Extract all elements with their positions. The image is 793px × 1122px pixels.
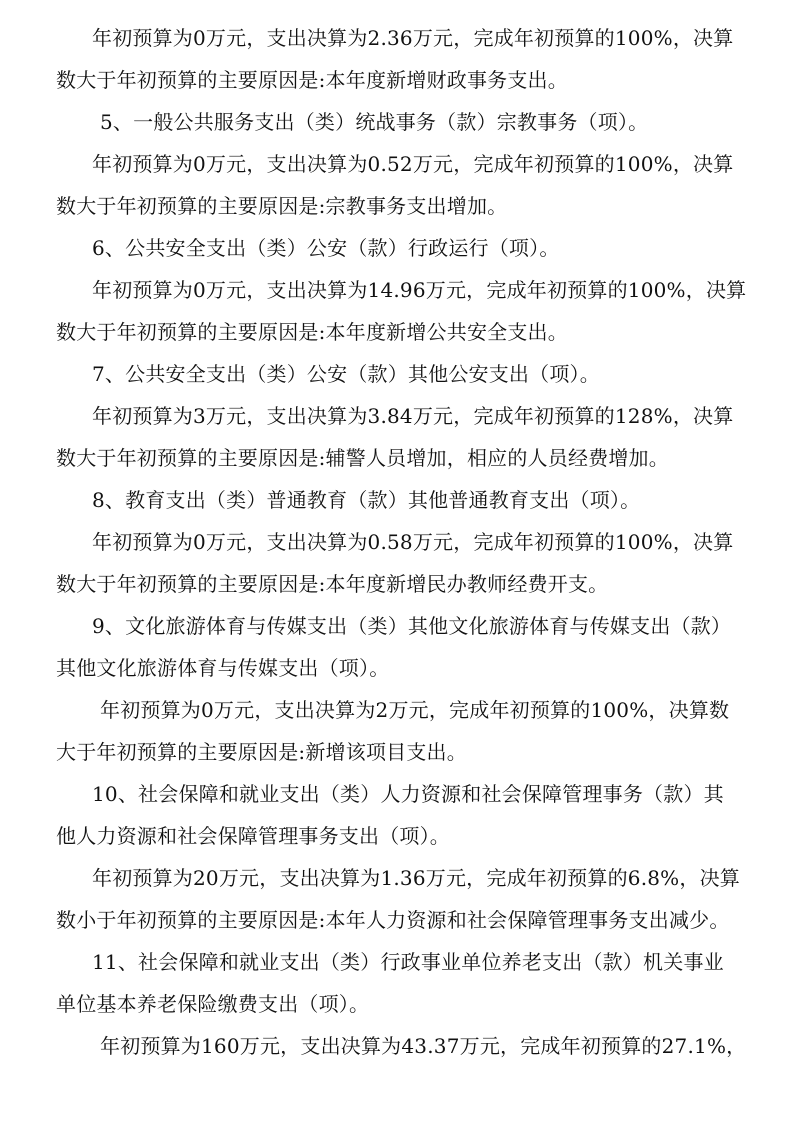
- paragraph-line: 年初预算为160万元，支出决算为43.37万元，完成年初预算的27.1%，: [100, 1034, 747, 1058]
- paragraph-line: 数小于年初预算的主要原因是:本年人力资源和社会保障管理事务支出减少。: [56, 908, 730, 932]
- section-heading: 8、教育支出（类）普通教育（款）其他普通教育支出（项）。: [92, 488, 641, 512]
- paragraph-line: 数大于年初预算的主要原因是:本年度新增财政事务支出。: [56, 68, 568, 92]
- paragraph-line: 数大于年初预算的主要原因是:宗教事务支出增加。: [56, 194, 508, 218]
- paragraph-line: 年初预算为0万元，支出决算为14.96万元，完成年初预算的100%，决算: [92, 278, 747, 302]
- paragraph-line: 年初预算为20万元，支出决算为1.36万元，完成年初预算的6.8%，决算: [92, 866, 740, 890]
- paragraph-line: 年初预算为3万元，支出决算为3.84万元，完成年初预算的128%，决算: [92, 404, 734, 428]
- paragraph-line: 数大于年初预算的主要原因是:辅警人员增加，相应的人员经费增加。: [56, 446, 669, 470]
- section-heading: 单位基本养老保险缴费支出（项）。: [56, 992, 370, 1016]
- section-heading: 7、公共安全支出（类）公安（款）其他公安支出（项）。: [92, 362, 600, 386]
- paragraph-line: 数大于年初预算的主要原因是:本年度新增公共安全支出。: [56, 320, 568, 344]
- section-heading: 10、社会保障和就业支出（类）人力资源和社会保障管理事务（款）其: [92, 782, 724, 806]
- section-heading: 5、一般公共服务支出（类）统战事务（款）宗教事务（项）。: [100, 110, 649, 134]
- paragraph-line: 年初预算为0万元，支出决算为0.52万元，完成年初预算的100%，决算: [92, 152, 734, 176]
- section-heading: 他人力资源和社会保障管理事务支出（项）。: [56, 824, 450, 848]
- section-heading: 其他文化旅游体育与传媒支出（项）。: [56, 656, 390, 680]
- paragraph-line: 年初预算为0万元，支出决算为2万元，完成年初预算的100%，决算数: [100, 698, 730, 722]
- section-heading: 11、社会保障和就业支出（类）行政事业单位养老支出（款）机关事业: [92, 950, 724, 974]
- paragraph-line: 年初预算为0万元，支出决算为2.36万元，完成年初预算的100%，决算: [92, 26, 734, 50]
- paragraph-line: 年初预算为0万元，支出决算为0.58万元，完成年初预算的100%，决算: [92, 530, 734, 554]
- paragraph-line: 数大于年初预算的主要原因是:本年度新增民办教师经费开支。: [56, 572, 609, 596]
- paragraph-line: 大于年初预算的主要原因是:新增该项目支出。: [56, 740, 467, 764]
- section-heading: 9、文化旅游体育与传媒支出（类）其他文化旅游体育与传媒支出（款）: [92, 614, 732, 638]
- section-heading: 6、公共安全支出（类）公安（款）行政运行（项）。: [92, 236, 560, 260]
